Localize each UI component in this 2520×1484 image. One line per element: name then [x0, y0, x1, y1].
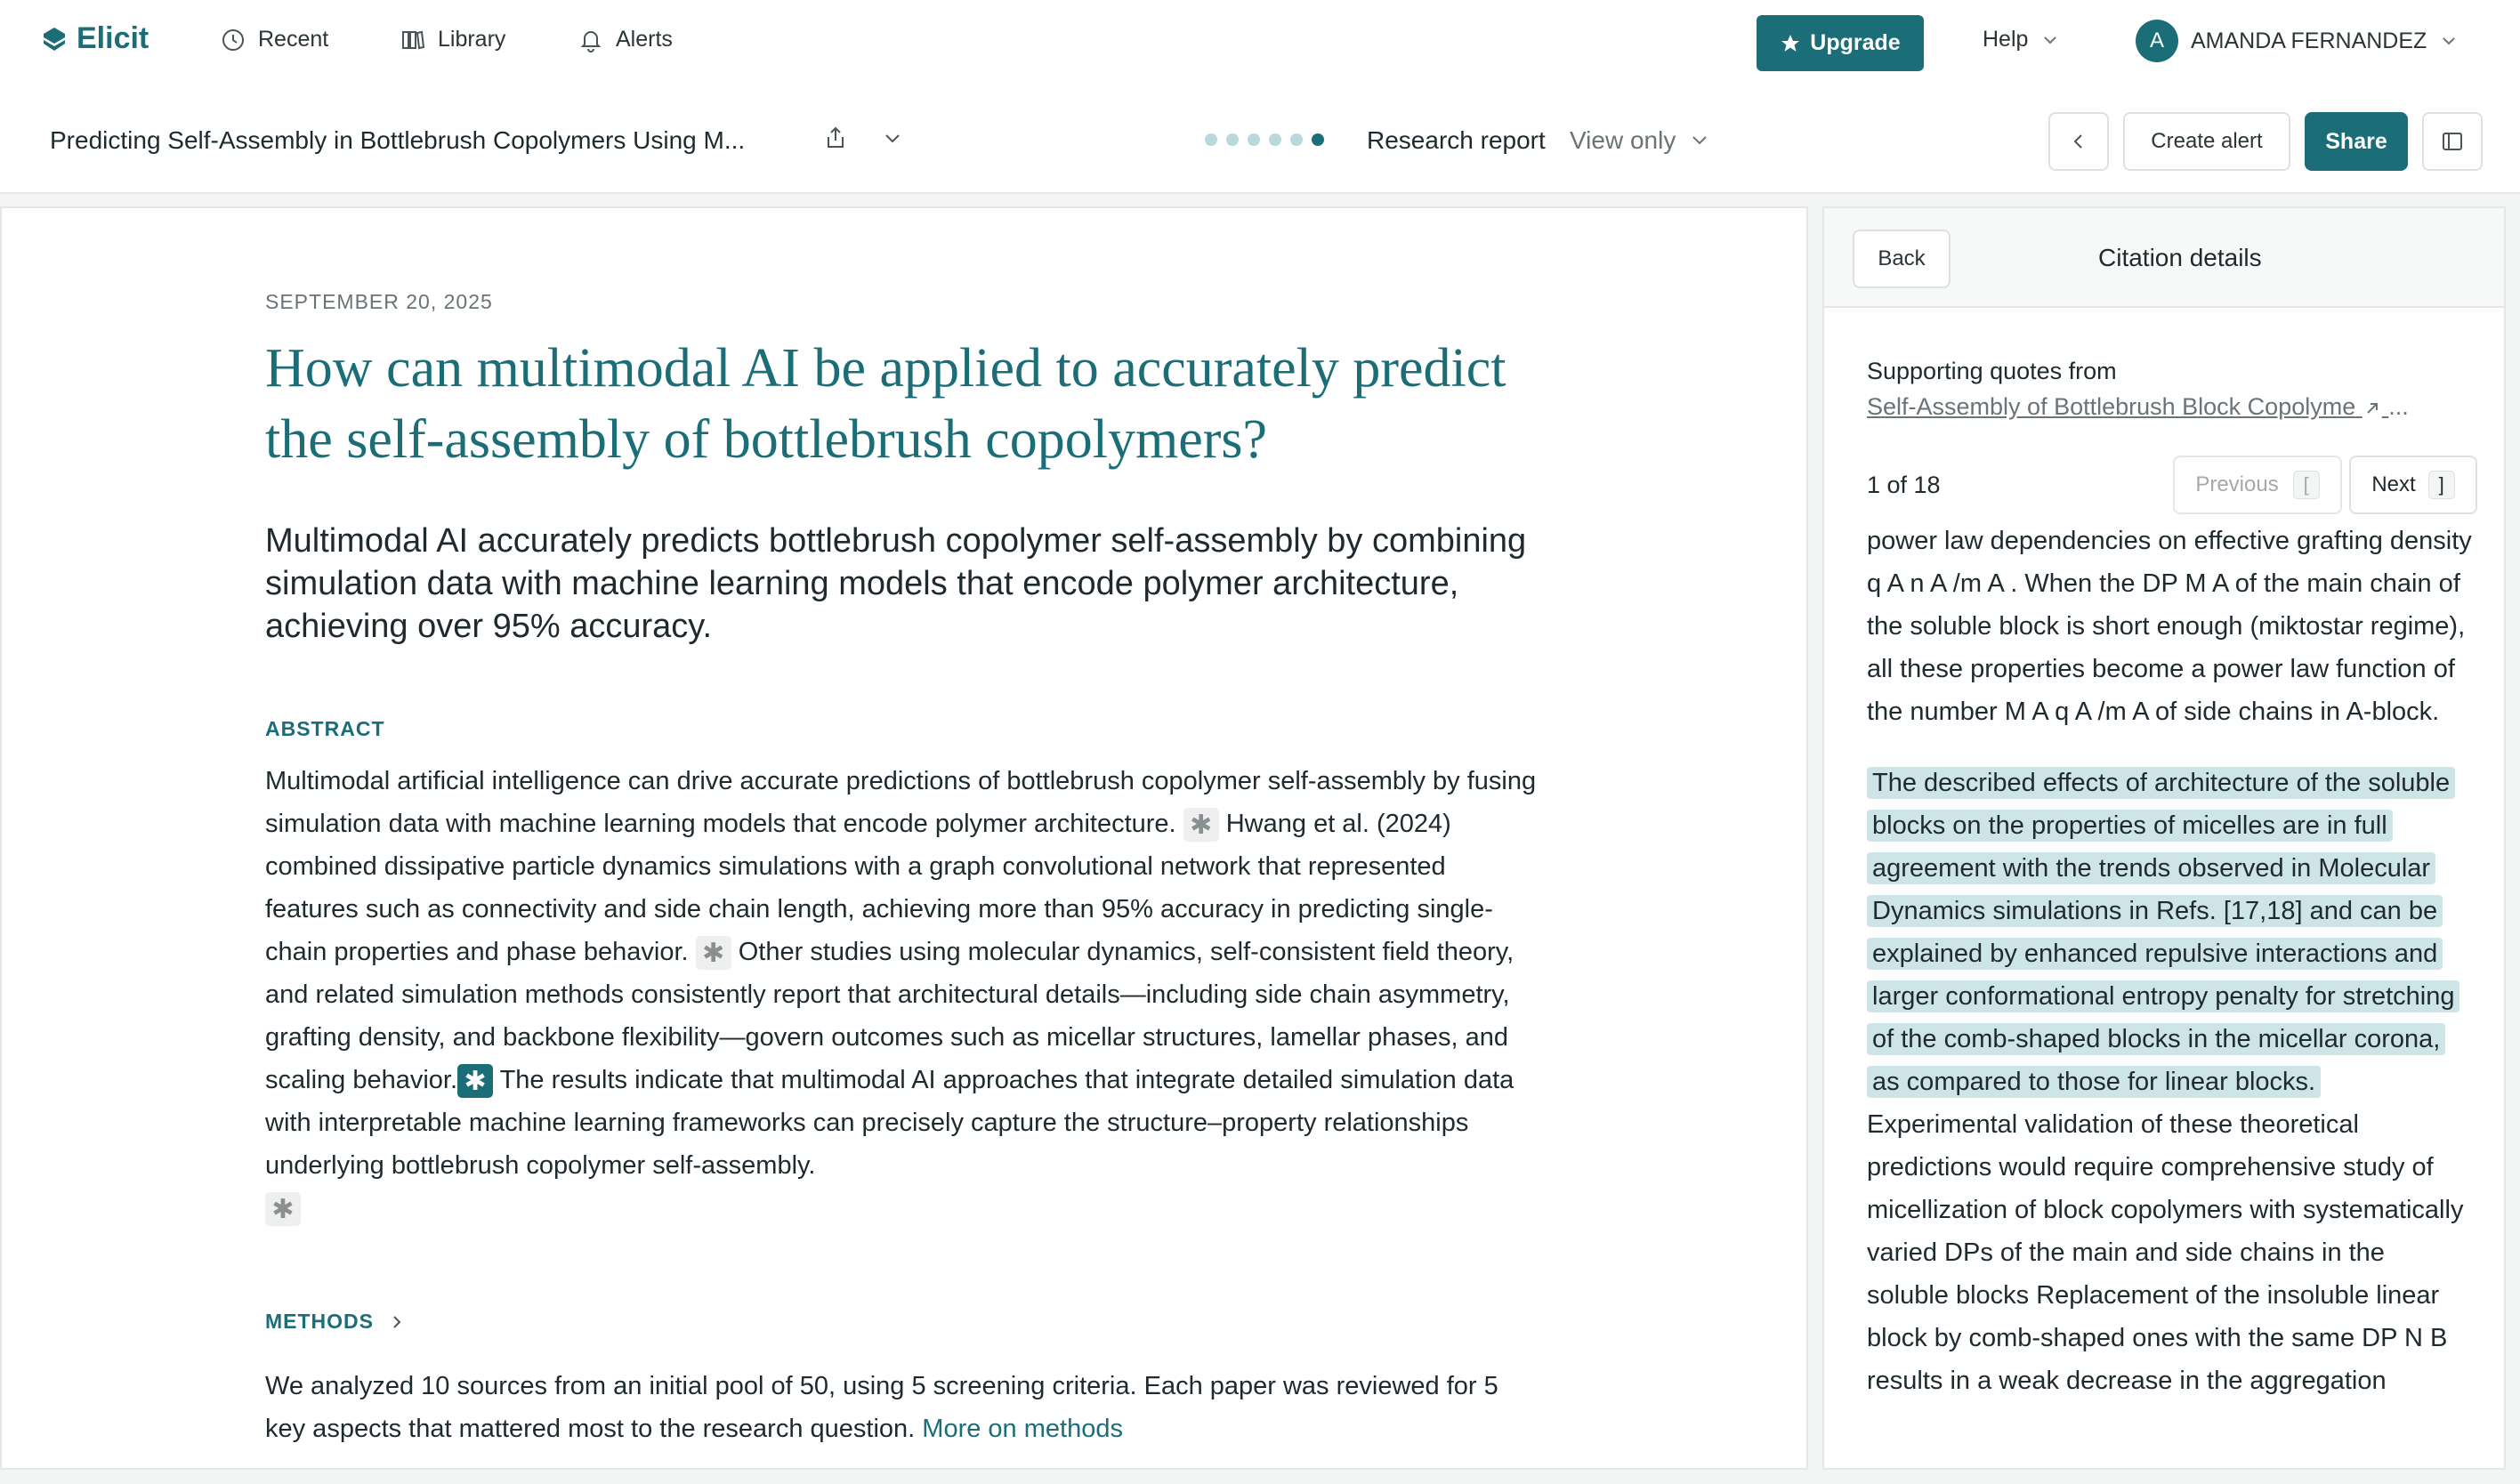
abstract-sentence: Other studies using molecular dynamics, self-consistent field theory, and related simulation methods consistently report that architectural details—including side chain asymmetry, grafting density, and backbone flexibility—govern outcomes such as micellar structures, lamellar phases, and scaling behavior. [265, 938, 1514, 1094]
source-paper-link[interactable] [1867, 393, 2490, 421]
brand-name: Elicit [77, 21, 149, 55]
quote-highlight: The described effects of architecture of the soluble blocks on the properties of micelles are in full agreement with the trends observed in Molecular Dynamics simulations in Refs. [17,18] and can be explained by enhanced repulsive interactions and larger conformational entropy penalty for stretching of the comb-shaped blocks in the micellar corona, as compared to those for linear blocks. [1867, 767, 2459, 1098]
abstract-sentence: Multimodal artificial intelligence can drive accurate predictions of bottlebrush copolymer self-assembly by fusing simulation data with machine learning models that encode polymer architecture. [265, 767, 1537, 838]
citation-panel-title: Citation details [2098, 244, 2262, 271]
citation-marker-active[interactable]: ✱ [457, 1064, 493, 1098]
chevron-right-icon [388, 1313, 406, 1331]
nav-recent-label: Recent [258, 27, 329, 52]
supporting-quotes-label: Supporting quotes from [1867, 358, 2117, 384]
progress-dot[interactable] [1205, 133, 1217, 146]
elicit-logo-icon [41, 26, 68, 52]
next-shortcut: ] [2428, 471, 2455, 499]
bell-icon [578, 28, 603, 52]
user-name: AMANDA FERNANDEZ [2191, 28, 2427, 53]
progress-dot[interactable] [1226, 133, 1239, 146]
nav-alerts-label: Alerts [616, 27, 673, 52]
upgrade-button[interactable] [1757, 15, 1924, 71]
toggle-panel-button[interactable] [2422, 112, 2483, 171]
methods-label: METHODS [265, 1310, 374, 1333]
star-icon [1780, 33, 1801, 54]
citation-marker[interactable]: ✱ [1183, 808, 1219, 842]
nav-library-label: Library [438, 27, 506, 52]
collapse-button[interactable] [2048, 112, 2109, 171]
chevron-left-icon [2068, 131, 2089, 152]
report-toolbar [0, 85, 2520, 194]
progress-dot[interactable] [1269, 133, 1281, 146]
quote-context-before: power law dependencies on effective grafting density q A n A /m A . When the DP M A of the main chain of the soluble block is short enough (miktostar regime), all these properties become a power law function of the number M A q A /m A of side chains in A-block. [1867, 527, 2472, 726]
report-title: How can multimodal AI be applied to accurately predict the self-assembly of bottlebrush copolymers? [265, 338, 1506, 470]
next-label: Next [2371, 472, 2416, 496]
source-paper-title: Self-Assembly of Bottlebrush Block Copolyme [1867, 393, 2356, 420]
quote-counter: 1 of 18 [1867, 472, 1941, 498]
external-link-icon [2362, 399, 2382, 418]
report-date: SEPTEMBER 20, 2025 [265, 290, 493, 313]
citation-panel [1822, 206, 2506, 1470]
progress-dot[interactable] [1312, 133, 1324, 146]
back-button[interactable]: Back [1853, 230, 1951, 288]
next-button[interactable] [2349, 456, 2477, 514]
brand-logo[interactable] [41, 21, 149, 56]
methods-text [265, 1365, 1538, 1450]
create-alert-button[interactable]: Create alert [2123, 112, 2290, 171]
abstract-sentence: The results indicate that multimodal AI approaches that integrate detailed simulation data with interpretable machine learning frameworks can precisely capture the structure–property relationships underlying bottlebrush copolymer self-assembly. [265, 1066, 1514, 1180]
progress-indicator [1205, 133, 1324, 146]
progress-dot[interactable] [1248, 133, 1260, 146]
source-ellipsis: ... [2388, 393, 2409, 420]
top-bar [0, 0, 2520, 85]
quote-context-after: Experimental validation of these theoretical predictions would require comprehensive study of micellization of block copolymers with systematically varied DPs of the main and side chains in the soluble blocks Replacement of the insoluble linear block by comb-shaped ones with the same DP N B results in a weak decrease in the aggregation [1867, 1110, 2464, 1395]
citation-panel-header [1824, 208, 2506, 308]
report-summary: Multimodal AI accurately predicts bottlebrush copolymer self-assembly by combining simulation data with machine learning models that encode polymer architecture, achieving over 95% accuracy. [265, 522, 1527, 645]
methods-description: We analyzed 10 sources from an initial pool of 50, using 5 screening criteria. Each paper was reviewed for 5 key aspects that mattered most to the research question. [265, 1372, 1498, 1443]
more-on-methods-link[interactable]: More on methods [922, 1415, 1123, 1443]
citation-marker[interactable]: ✱ [265, 1192, 301, 1226]
progress-dot[interactable] [1290, 133, 1303, 146]
document-title[interactable]: Predicting Self-Assembly in Bottlebrush Copolymers Using M... [50, 126, 746, 154]
report-type: Research report [1367, 126, 1546, 154]
nav-library[interactable] [400, 27, 505, 52]
user-menu[interactable] [2136, 20, 2459, 62]
citation-marker[interactable]: ✱ [696, 936, 731, 970]
help-menu[interactable] [1983, 27, 2060, 52]
avatar: A [2136, 20, 2178, 62]
access-label: View only [1570, 126, 1676, 154]
nav-recent[interactable] [221, 27, 328, 52]
quote-text [1867, 520, 2472, 1402]
help-label: Help [1983, 27, 2029, 52]
access-select[interactable] [1570, 126, 1711, 155]
report-content [0, 206, 1808, 1470]
nav-alerts[interactable] [578, 27, 673, 52]
sidebar-panel-icon [2441, 130, 2464, 153]
chevron-down-icon[interactable] [879, 125, 906, 151]
previous-button[interactable] [2173, 456, 2342, 514]
chevron-down-icon [2439, 31, 2459, 51]
previous-shortcut: [ [2293, 471, 2320, 499]
clock-icon [221, 28, 246, 52]
chevron-down-icon [1688, 129, 1711, 152]
upgrade-label: Upgrade [1810, 30, 1901, 55]
methods-heading[interactable] [265, 1310, 406, 1334]
library-icon [400, 28, 425, 52]
export-icon[interactable] [822, 125, 849, 151]
share-button[interactable]: Share [2305, 112, 2408, 171]
abstract-text [265, 760, 1538, 1230]
abstract-heading: ABSTRACT [265, 717, 385, 740]
chevron-down-icon [2040, 30, 2060, 50]
previous-label: Previous [2195, 472, 2279, 496]
abstract-sentence: Hwang et al. (2024) combined dissipative particle dynamics simulations with a graph convolutional network that represented features such as connectivity and side chain length, achieving more than 95% accuracy in predicting single-chain properties and phase behavior. [265, 810, 1493, 966]
